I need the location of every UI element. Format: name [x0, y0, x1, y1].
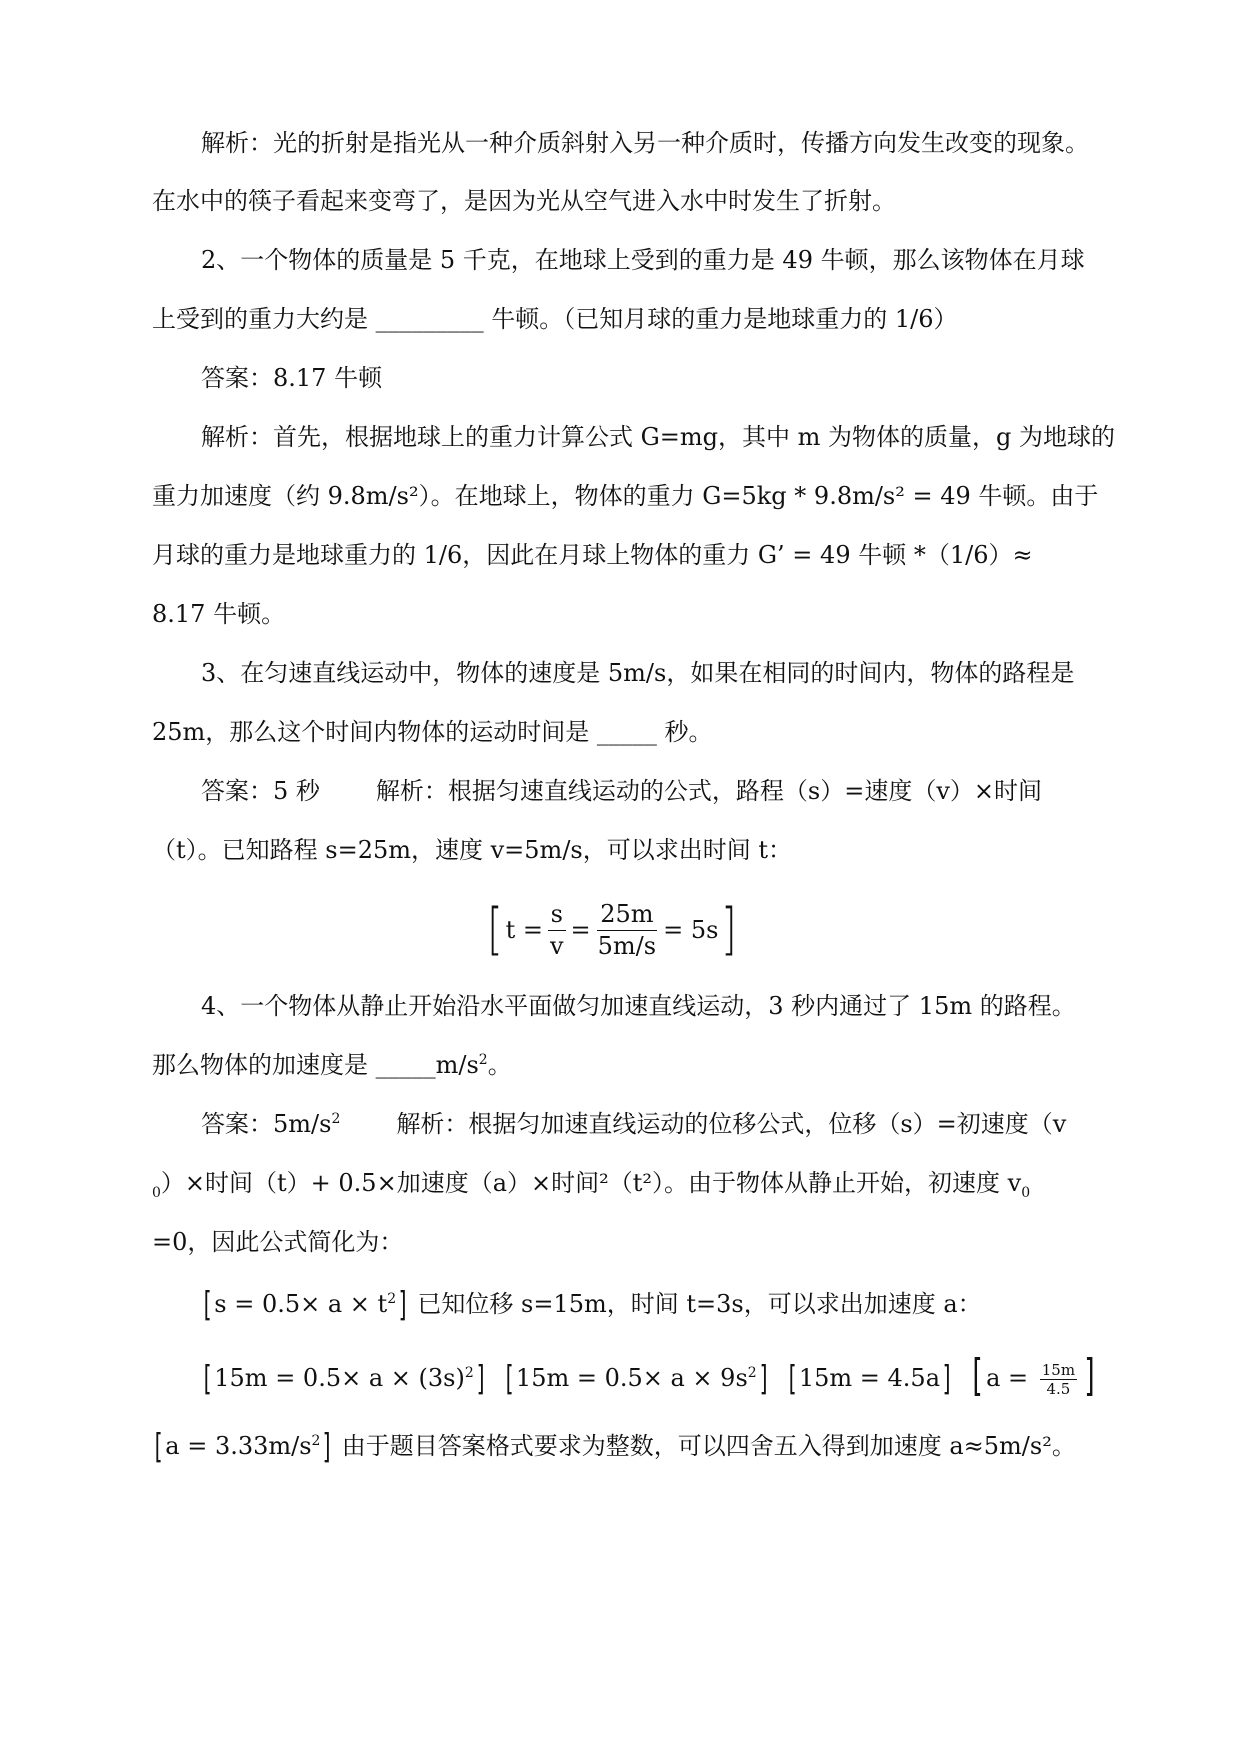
superscript: 2: [387, 1291, 397, 1307]
superscript: 2: [331, 1111, 341, 1127]
q4-formula-line: [152, 1348, 1095, 1408]
formula-fraction: [1040, 1362, 1077, 1398]
q4-question-line: [152, 1035, 1092, 1095]
q4-question-line: 4、一个物体从静止开始沿水平面做匀加速直线运动，3 秒内通过了 15m 的路程。: [201, 992, 1076, 1020]
formula-bracket-close: ]: [398, 1285, 407, 1325]
formula-bracket-open: [: [203, 1359, 212, 1399]
fraction-numerator: s: [548, 901, 566, 930]
q2-analysis-line: 月球的重力是地球重力的 1/6，因此在月球上物体的重力 G’ = 49 牛顿 *（1/6）≈: [152, 541, 1033, 569]
formula-text: 已知位移 s=15m，时间 t=3s，可以求出加速度 a：: [417, 1290, 982, 1318]
q4-analysis-line: =0，因此公式简化为：: [152, 1228, 404, 1256]
q4-analysis-text: ）×时间（t）+ 0.5×加速度（a）×时间²（t²）。由于物体从静止开始，初速度 v: [160, 1169, 1022, 1197]
formula-bracket-open: [: [505, 1359, 514, 1399]
subscript: 0: [152, 1185, 161, 1201]
formula-text: 由于题目答案格式要求为整数，可以四舍五入得到加速度 a≈5m/s²。: [341, 1432, 1076, 1460]
formula-bracket-open: [: [972, 1350, 983, 1401]
formula-text: 15m = 4.5a: [798, 1364, 940, 1392]
formula-text: a =: [986, 1364, 1029, 1392]
q4-question-text: 那么物体的加速度是 _____m/s: [152, 1051, 479, 1079]
formula-bracket-close: ]: [759, 1359, 768, 1399]
q4-analysis-line: 解析：根据匀加速直线运动的位移公式，位移（s）=初速度（v: [396, 1110, 1067, 1138]
q3-analysis-line: 解析：根据匀速直线运动的公式，路程（s）=速度（v）×时间: [375, 777, 1042, 805]
fraction-denominator: 5m/s: [597, 931, 657, 960]
q4-analysis-line: [152, 1153, 1092, 1213]
formula-fraction: [595, 901, 659, 959]
formula-bracket-open: [: [486, 897, 503, 962]
q3-question-line: 25m，那么这个时间内物体的运动时间是 _____ 秒。: [152, 718, 713, 746]
formula-bracket-close: ]: [323, 1427, 332, 1467]
fraction-denominator: v: [549, 931, 564, 960]
formula-bracket-close: ]: [942, 1359, 951, 1399]
formula-text: 15m = 0.5× a × 9s: [515, 1364, 748, 1392]
q4-answer: 答案：5m/s: [201, 1110, 332, 1138]
fraction-numerator: 25m: [597, 901, 656, 930]
q1-analysis-line: 解析：光的折射是指光从一种介质斜射入另一种介质时，传播方向发生改变的现象。: [201, 129, 1089, 157]
formula-bracket-close: ]: [721, 897, 737, 962]
q3-analysis-line: （t）。已知路程 s=25m，速度 v=5m/s，可以求出时间 t：: [152, 836, 792, 864]
superscript: 2: [747, 1365, 757, 1381]
superscript: 2: [464, 1365, 474, 1381]
formula-bracket-open: [: [203, 1285, 212, 1325]
formula-bracket-open: [: [154, 1427, 163, 1467]
formula-bracket-open: [: [788, 1359, 797, 1399]
fraction-denominator: 4.5: [1046, 1380, 1071, 1398]
document-page: [152, 110, 1116, 1476]
q2-question-line: 2、一个物体的质量是 5 千克，在地球上受到的重力是 49 牛顿，那么该物体在月球: [201, 246, 1085, 274]
subscript: 0: [1021, 1185, 1031, 1201]
formula-text: s = 0.5× a × t: [214, 1290, 388, 1318]
q2-answer: 答案：8.17 牛顿: [201, 364, 383, 392]
fraction-numerator: 15m: [1041, 1360, 1076, 1379]
q4-answer-analysis-line: [152, 1094, 1092, 1154]
q2-analysis-line: 重力加速度（约 9.8m/s²）。在地球上，物体的重力 G=5kg * 9.8m/s² = 49 牛顿。由于: [152, 482, 1099, 510]
q2-question-line: 上受到的重力大约是 _________ 牛顿。（已知月球的重力是地球重力的 1/6）: [152, 305, 958, 333]
q2-analysis-line: 8.17 牛顿。: [152, 600, 286, 628]
formula-text: 15m = 0.5× a × (3s): [214, 1364, 465, 1392]
q2-analysis-line: 解析：首先，根据地球上的重力计算公式 G=mg，其中 m 为物体的质量，g 为地球的: [201, 423, 1116, 451]
formula-bracket-close: ]: [476, 1359, 485, 1399]
formula-bracket-close: ]: [1084, 1350, 1095, 1401]
q3-formula: [132, 880, 1092, 980]
formula-fraction: [547, 901, 567, 959]
q4-formula-line: [152, 1274, 1092, 1334]
q4-question-text: 。: [487, 1051, 512, 1079]
superscript: 2: [478, 1052, 488, 1068]
q3-answer: 答案：5 秒: [201, 777, 320, 805]
q3-question-line: 3、在匀速直线运动中，物体的速度是 5m/s，如果在相同的时间内，物体的路程是: [201, 659, 1075, 687]
formula-text: a = 3.33m/s: [165, 1432, 312, 1460]
formula-lhs: t =: [505, 916, 543, 944]
formula-rhs: = 5s: [663, 916, 719, 944]
q4-formula-line: [152, 1416, 1092, 1476]
q1-analysis-line: 在水中的筷子看起来变弯了，是因为光从空气进入水中时发生了折射。: [152, 187, 896, 215]
q3-answer-analysis-line: [152, 761, 1092, 821]
formula-equals: =: [570, 916, 591, 944]
superscript: 2: [311, 1433, 321, 1449]
